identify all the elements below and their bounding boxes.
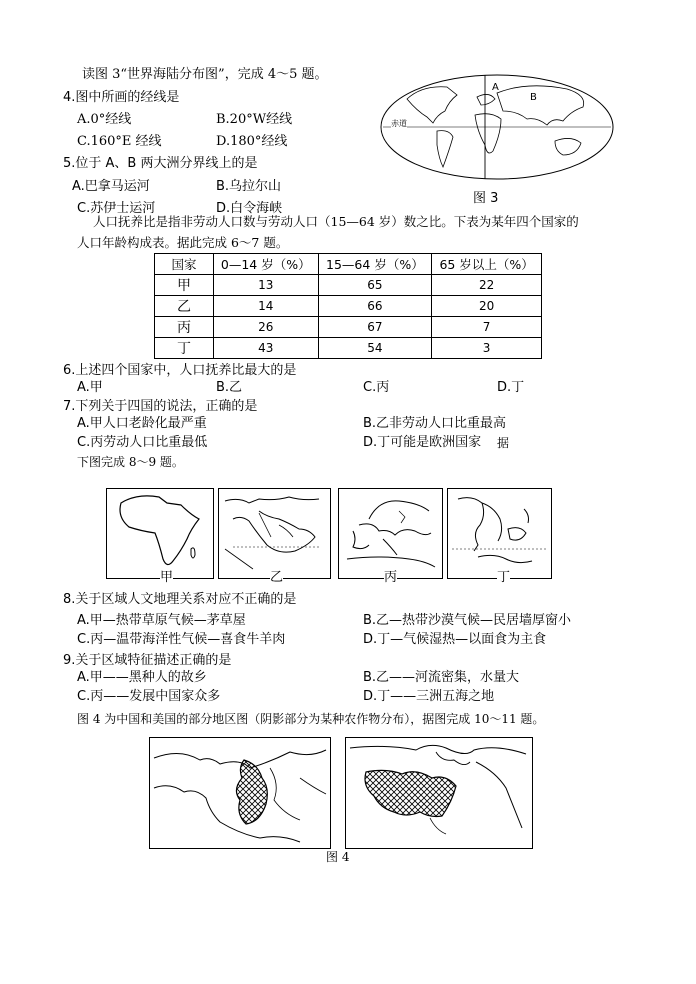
table-cell: 13 bbox=[214, 275, 319, 296]
q7-option-c[interactable]: C.丙劳动人口比重最低 bbox=[77, 435, 208, 450]
q4-option-c[interactable]: C.160°E 经线 bbox=[77, 134, 162, 149]
q8-option-d[interactable]: D.丁—气候湿热—以面食为主食 bbox=[363, 632, 547, 647]
population-age-table bbox=[154, 253, 542, 359]
table-cell: 14 bbox=[214, 296, 319, 317]
q6-option-a[interactable]: A.甲 bbox=[77, 380, 103, 395]
table-header: 国家 bbox=[155, 254, 214, 275]
table-row bbox=[155, 338, 542, 359]
q9-option-d[interactable]: D.丁——三洲五海之地 bbox=[363, 689, 495, 704]
q7-option-a[interactable]: A.甲人口老龄化最严重 bbox=[77, 416, 207, 431]
q5-stem: 5.位于 A、B 两大洲分界线上的是 bbox=[63, 156, 258, 171]
figure-3-caption: 图 3 bbox=[473, 191, 499, 206]
africa-outline bbox=[107, 489, 213, 578]
table-cell: 7 bbox=[432, 317, 542, 338]
table-header-row bbox=[155, 254, 542, 275]
q8-option-b[interactable]: B.乙—热带沙漠气候—民居墙厚窗小 bbox=[363, 613, 572, 628]
q9-option-b[interactable]: B.乙——河流密集，水量大 bbox=[363, 670, 520, 685]
table-cell: 甲 bbox=[155, 275, 214, 296]
figure-3-world-map bbox=[377, 71, 618, 189]
map-china-crop bbox=[149, 737, 331, 849]
map-usa-crop bbox=[345, 737, 533, 849]
map-middle-east bbox=[218, 488, 331, 579]
table-cell: 67 bbox=[318, 317, 432, 338]
usa-region-outline bbox=[346, 738, 532, 848]
q9-stem: 9.关于区域特征描述正确的是 bbox=[63, 653, 232, 668]
figure-4-caption: 图 4 bbox=[326, 850, 350, 864]
q7-option-d[interactable]: D.丁可能是欧洲国家 bbox=[363, 435, 482, 450]
intro-q6-7-line2: 人口年龄构成表。据此完成 6～7 题。 bbox=[77, 235, 289, 250]
q8-option-a[interactable]: A.甲—热带草原气候—茅草屋 bbox=[77, 613, 246, 628]
q5-option-d[interactable]: D.白令海峡 bbox=[216, 201, 283, 216]
intro-q6-7-line1: 人口抚养比是指非劳动人口数与劳动人口（15—64 岁）数之比。下表为某年四个国家的 bbox=[93, 214, 579, 229]
intro-q10-11: 图 4 为中国和美国的部分地区图（阴影部分为某种农作物分布），据图完成 10～11 题。 bbox=[77, 712, 545, 726]
map-label-jia: 甲 bbox=[160, 570, 174, 585]
q7-stem: 7.下列关于四国的说法，正确的是 bbox=[63, 399, 258, 414]
table-cell: 20 bbox=[432, 296, 542, 317]
table-cell: 3 bbox=[432, 338, 542, 359]
table-header: 15—64 岁（%） bbox=[318, 254, 432, 275]
q5-option-c[interactable]: C.苏伊士运河 bbox=[77, 201, 156, 216]
map-europe bbox=[338, 488, 443, 579]
map-label-yi: 乙 bbox=[270, 570, 284, 585]
intro-q8-9: 下图完成 8～9 题。 bbox=[77, 455, 184, 469]
q6-option-c[interactable]: C.丙 bbox=[363, 380, 390, 395]
southeast-asia-outline bbox=[448, 489, 551, 578]
q9-option-a[interactable]: A.甲——黑种人的故乡 bbox=[77, 670, 207, 685]
q4-option-d[interactable]: D.180°经线 bbox=[216, 134, 288, 149]
table-row bbox=[155, 275, 542, 296]
q9-option-c[interactable]: C.丙——发展中国家众多 bbox=[77, 689, 221, 704]
q4-stem: 4.图中所画的经线是 bbox=[63, 90, 180, 105]
map-label-b: B bbox=[530, 92, 537, 103]
table-cell: 22 bbox=[432, 275, 542, 296]
map-southeast-asia bbox=[447, 488, 552, 579]
table-cell: 43 bbox=[214, 338, 319, 359]
table-cell: 丁 bbox=[155, 338, 214, 359]
table-row bbox=[155, 317, 542, 338]
q4-option-b[interactable]: B.20°W经线 bbox=[216, 112, 293, 127]
table-header: 65 岁以上（%） bbox=[432, 254, 542, 275]
europe-outline bbox=[339, 489, 442, 578]
q8-option-c[interactable]: C.丙—温带海洋性气候—喜食牛羊肉 bbox=[77, 632, 286, 647]
table-cell: 乙 bbox=[155, 296, 214, 317]
intro-q4-5: 读图 3“世界海陆分布图”，完成 4～5 题。 bbox=[82, 67, 328, 82]
q6-option-d[interactable]: D.丁 bbox=[497, 380, 525, 395]
q4-option-a[interactable]: A.0°经线 bbox=[77, 112, 132, 127]
china-region-outline bbox=[150, 738, 330, 848]
table-cell: 66 bbox=[318, 296, 432, 317]
middle-east-outline bbox=[219, 489, 330, 578]
q5-option-b[interactable]: B.乌拉尔山 bbox=[216, 179, 282, 194]
q7-option-b[interactable]: B.乙非劳动人口比重最高 bbox=[363, 416, 507, 431]
table-cell: 54 bbox=[318, 338, 432, 359]
map-label-a: A bbox=[492, 82, 499, 93]
equator-label: 赤道 bbox=[391, 119, 407, 128]
q6-stem: 6.上述四个国家中，人口抚养比最大的是 bbox=[63, 363, 297, 378]
map-label-ding: 丁 bbox=[497, 570, 511, 585]
q7-trailing-text: 据 bbox=[497, 436, 510, 450]
q5-option-a[interactable]: A.巴拿马运河 bbox=[72, 179, 150, 194]
table-row bbox=[155, 296, 542, 317]
table-cell: 丙 bbox=[155, 317, 214, 338]
table-header: 0—14 岁（%） bbox=[214, 254, 319, 275]
q8-stem: 8.关于区域人文地理关系对应不正确的是 bbox=[63, 592, 297, 607]
q6-option-b[interactable]: B.乙 bbox=[216, 380, 243, 395]
table-cell: 26 bbox=[214, 317, 319, 338]
table-cell: 65 bbox=[318, 275, 432, 296]
map-africa bbox=[106, 488, 214, 579]
map-label-bing: 丙 bbox=[384, 570, 398, 585]
